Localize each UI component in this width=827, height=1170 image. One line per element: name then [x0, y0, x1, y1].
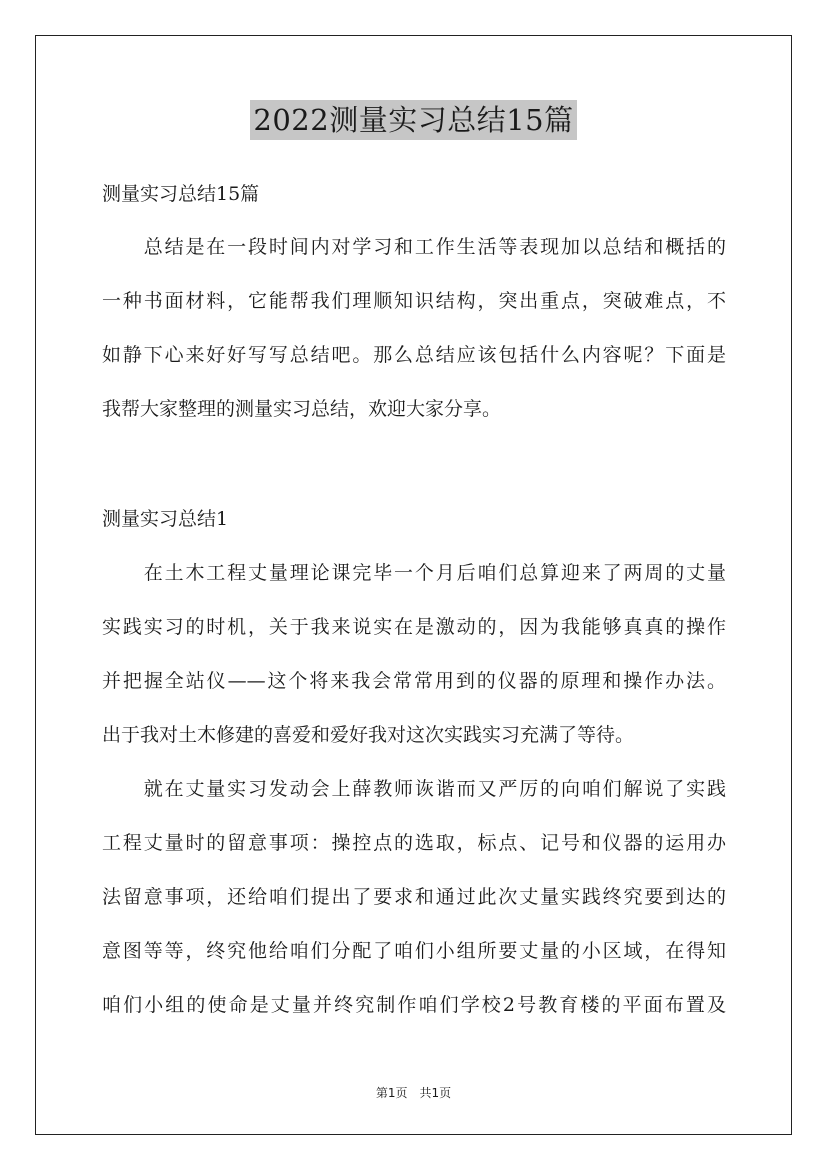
paragraph-line: 实践实习的时机，关于我来说实在是激动的，因为我能够真真的操作: [102, 616, 726, 638]
paragraph-line: 法留意事项，还给咱们提出了要求和通过此次丈量实践终究要到达的: [102, 886, 726, 908]
paragraph-line: 工程丈量时的留意事项：操控点的选取，标点、记号和仪器的运用办: [102, 832, 726, 854]
title-container: [0, 100, 827, 140]
paragraph-line: 出于我对土木修建的喜爱和爱好我对这次实践实习充满了等待。: [102, 724, 635, 746]
section-heading: 测量实习总结1: [102, 508, 229, 530]
paragraph-line: 一种书面材料，它能帮我们理顺知识结构，突出重点，突破难点，不: [102, 290, 726, 312]
paragraph-line: 我帮大家整理的测量实习总结，欢迎大家分享。: [102, 398, 502, 420]
paragraph-line: 就在丈量实习发动会上薛教师诙谐而又严厉的向咱们解说了实践: [102, 778, 726, 800]
paragraph-line: 意图等等，终究他给咱们分配了咱们小组所要丈量的小区域，在得知: [102, 940, 726, 962]
paragraph-line: 并把握全站仪——这个将来我会常常用到的仪器的原理和操作办法。: [102, 670, 726, 692]
section-heading: 测量实习总结15篇: [102, 183, 260, 205]
paragraph-line: 咱们小组的使命是丈量并终究制作咱们学校2号教育楼的平面布置及: [102, 994, 726, 1016]
paragraph-line: 如静下心来好好写写总结吧。那么总结应该包括什么内容呢？下面是: [102, 344, 726, 366]
document-title: 2022测量实习总结15篇: [250, 100, 576, 140]
page-footer: 第1页 共1页: [375, 1086, 452, 1100]
paragraph-line: 在土木工程丈量理论课完毕一个月后咱们总算迎来了两周的丈量: [102, 562, 726, 584]
paragraph-line: 总结是在一段时间内对学习和工作生活等表现加以总结和概括的: [102, 236, 726, 258]
